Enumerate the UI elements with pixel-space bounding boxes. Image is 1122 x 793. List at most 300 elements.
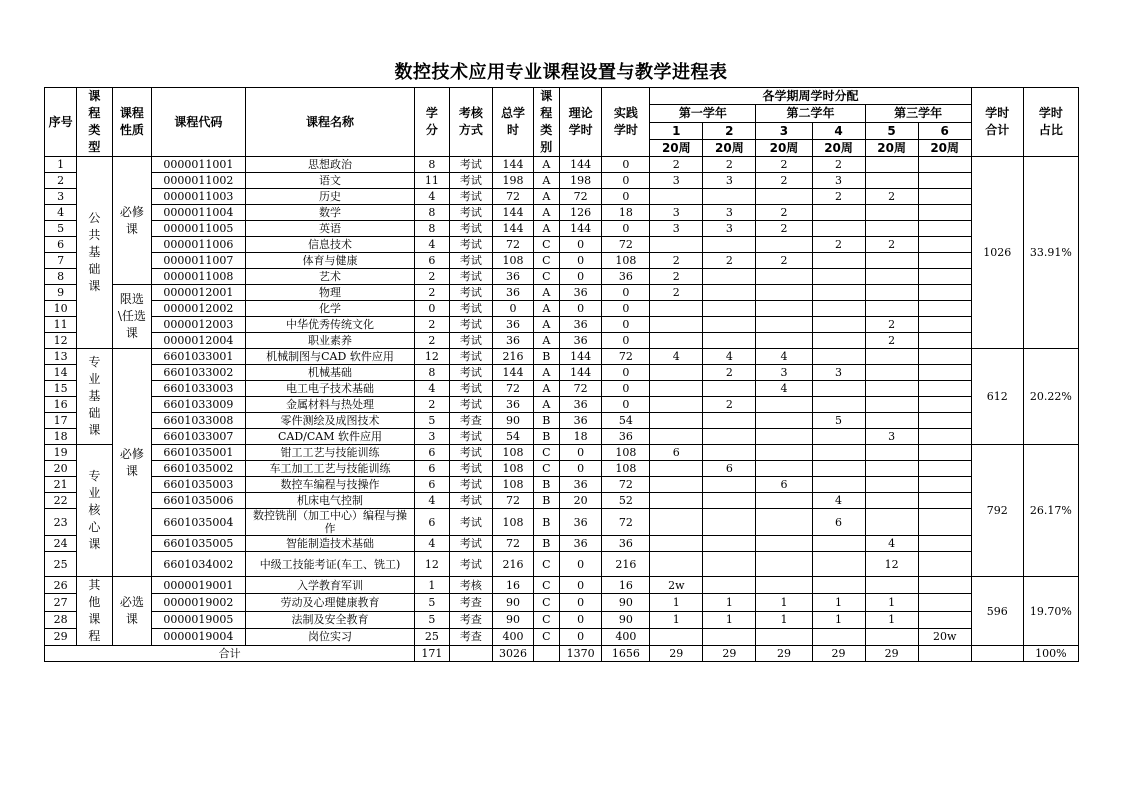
- exam-cell: 考试: [449, 301, 493, 317]
- semester-hours-cell: 4: [703, 349, 756, 365]
- practice-cell: 0: [602, 333, 650, 349]
- type-cell: A: [533, 221, 559, 237]
- total-hours-cell: 90: [493, 594, 534, 611]
- practice-cell: 0: [602, 365, 650, 381]
- theory-cell: 36: [559, 317, 602, 333]
- semester-hours-cell: [650, 189, 703, 205]
- semester-hours-cell: 2: [865, 189, 918, 205]
- practice-cell: 0: [602, 285, 650, 301]
- semester-hours-cell: [918, 611, 971, 628]
- semester-hours-cell: [918, 173, 971, 189]
- semester-hours-cell: [703, 628, 756, 645]
- semester-hours-cell: [812, 429, 865, 445]
- exam-cell: 考查: [449, 628, 493, 645]
- semester-hours-cell: [865, 269, 918, 285]
- semester-hours-cell: [756, 577, 812, 594]
- semester-hours-cell: [918, 269, 971, 285]
- semester-hours-cell: [865, 381, 918, 397]
- exam-cell: 考试: [449, 285, 493, 301]
- semester-hours-cell: [865, 221, 918, 237]
- semester-hours-cell: [918, 509, 971, 536]
- semester-hours-cell: [756, 333, 812, 349]
- theory-cell: 0: [559, 301, 602, 317]
- exam-cell: 考核: [449, 577, 493, 594]
- semester-hours-cell: [812, 577, 865, 594]
- semester-hours-cell: [918, 577, 971, 594]
- semester-hours-cell: 2: [650, 269, 703, 285]
- total-hours-cell: 36: [493, 397, 534, 413]
- name-cell: 物理: [245, 285, 415, 301]
- seq-cell: 24: [45, 536, 77, 552]
- semester-hours-cell: [865, 577, 918, 594]
- total-hours-cell: 36: [493, 333, 534, 349]
- credit-cell: 8: [415, 157, 449, 173]
- practice-cell: 72: [602, 349, 650, 365]
- type-cell: A: [533, 301, 559, 317]
- practice-cell: 72: [602, 237, 650, 253]
- exam-cell: 考查: [449, 413, 493, 429]
- type-cell: C: [533, 611, 559, 628]
- practice-cell: 0: [602, 157, 650, 173]
- theory-cell: 36: [559, 536, 602, 552]
- name-cell: 机械制图与CAD 软件应用: [245, 349, 415, 365]
- table-row: [45, 253, 1079, 269]
- semester-hours-cell: [918, 349, 971, 365]
- practice-cell: 0: [602, 173, 650, 189]
- type-cell: A: [533, 381, 559, 397]
- group-hours-sum: 792: [971, 445, 1023, 577]
- theory-cell: 20: [559, 493, 602, 509]
- name-cell: 车工加工工艺与技能训练: [245, 461, 415, 477]
- semester-hours-cell: [756, 628, 812, 645]
- semester-hours-cell: 2: [756, 157, 812, 173]
- totals-semester: 29: [812, 646, 865, 662]
- semester-hours-cell: 2: [650, 285, 703, 301]
- header-semester: 2: [703, 122, 756, 139]
- semester-hours-cell: [918, 461, 971, 477]
- theory-cell: 0: [559, 445, 602, 461]
- semester-hours-cell: [918, 301, 971, 317]
- page-title: 数控技术应用专业课程设置与教学进程表: [394, 62, 728, 83]
- semester-hours-cell: 3: [812, 173, 865, 189]
- name-cell: 体育与健康: [245, 253, 415, 269]
- semester-hours-cell: 2w: [650, 577, 703, 594]
- theory-cell: 0: [559, 461, 602, 477]
- name-cell: 劳动及心理健康教育: [245, 594, 415, 611]
- semester-hours-cell: 1: [756, 594, 812, 611]
- course-schedule-table: [44, 87, 1079, 662]
- table-row: [45, 205, 1079, 221]
- semester-hours-cell: [918, 317, 971, 333]
- semester-hours-cell: [865, 445, 918, 461]
- total-hours-cell: 144: [493, 205, 534, 221]
- table-row: [45, 445, 1079, 461]
- total-hours-cell: 36: [493, 317, 534, 333]
- exam-cell: 考试: [449, 349, 493, 365]
- seq-cell: 4: [45, 205, 77, 221]
- semester-hours-cell: 1: [812, 611, 865, 628]
- semester-hours-cell: [756, 552, 812, 577]
- theory-cell: 36: [559, 413, 602, 429]
- practice-cell: 0: [602, 189, 650, 205]
- code-cell: 0000011006: [152, 237, 246, 253]
- name-cell: 数学: [245, 205, 415, 221]
- semester-hours-cell: [812, 552, 865, 577]
- totals-semester: 29: [865, 646, 918, 662]
- semester-hours-cell: [865, 461, 918, 477]
- table-row: [45, 333, 1079, 349]
- name-cell: 数控车编程与技操作: [245, 477, 415, 493]
- table-row: [45, 552, 1079, 577]
- semester-hours-cell: [918, 285, 971, 301]
- type-cell: C: [533, 445, 559, 461]
- semester-hours-cell: 3: [650, 205, 703, 221]
- total-hours-cell: 144: [493, 221, 534, 237]
- semester-hours-cell: 20w: [918, 628, 971, 645]
- code-cell: 6601035002: [152, 461, 246, 477]
- semester-hours-cell: [650, 333, 703, 349]
- semester-hours-cell: [865, 397, 918, 413]
- code-cell: 6601034002: [152, 552, 246, 577]
- table-row: [45, 397, 1079, 413]
- seq-cell: 16: [45, 397, 77, 413]
- credit-cell: 4: [415, 493, 449, 509]
- semester-hours-cell: [812, 333, 865, 349]
- semester-hours-cell: [865, 349, 918, 365]
- header-distribution: 各学期周学时分配: [650, 88, 971, 105]
- seq-cell: 6: [45, 237, 77, 253]
- name-cell: 零件测绘及成图技术: [245, 413, 415, 429]
- theory-cell: 36: [559, 477, 602, 493]
- semester-hours-cell: [703, 285, 756, 301]
- header-weeks: 20周: [865, 139, 918, 156]
- type-cell: A: [533, 317, 559, 333]
- header-weeks: 20周: [703, 139, 756, 156]
- total-hours-cell: 198: [493, 173, 534, 189]
- name-cell: 职业素养: [245, 333, 415, 349]
- type-cell: A: [533, 365, 559, 381]
- type-cell: B: [533, 413, 559, 429]
- semester-hours-cell: 1: [650, 611, 703, 628]
- semester-hours-cell: [703, 477, 756, 493]
- semester-hours-cell: [812, 397, 865, 413]
- nature-cell: 必修课: [112, 157, 152, 285]
- seq-cell: 29: [45, 628, 77, 645]
- practice-cell: 36: [602, 429, 650, 445]
- semester-hours-cell: [812, 445, 865, 461]
- type-cell: B: [533, 536, 559, 552]
- credit-cell: 2: [415, 317, 449, 333]
- semester-hours-cell: [812, 317, 865, 333]
- credit-cell: 8: [415, 221, 449, 237]
- semester-hours-cell: [703, 269, 756, 285]
- semester-hours-cell: [918, 413, 971, 429]
- credit-cell: 5: [415, 611, 449, 628]
- credit-cell: 2: [415, 333, 449, 349]
- credit-cell: 1: [415, 577, 449, 594]
- practice-cell: 0: [602, 397, 650, 413]
- semester-hours-cell: [756, 301, 812, 317]
- semester-hours-cell: [918, 397, 971, 413]
- semester-hours-cell: [918, 253, 971, 269]
- semester-hours-cell: 6: [812, 509, 865, 536]
- seq-cell: 2: [45, 173, 77, 189]
- header-semester: 4: [812, 122, 865, 139]
- semester-hours-cell: [703, 509, 756, 536]
- semester-hours-cell: [918, 445, 971, 461]
- semester-hours-cell: 2: [865, 237, 918, 253]
- practice-cell: 54: [602, 413, 650, 429]
- practice-cell: 108: [602, 445, 650, 461]
- total-hours-cell: 216: [493, 349, 534, 365]
- semester-hours-cell: 2: [756, 205, 812, 221]
- code-cell: 0000019005: [152, 611, 246, 628]
- semester-hours-cell: [865, 365, 918, 381]
- table-row: [45, 577, 1079, 594]
- semester-hours-cell: [812, 269, 865, 285]
- semester-hours-cell: 3: [703, 173, 756, 189]
- table-row: [45, 189, 1079, 205]
- type-cell: A: [533, 333, 559, 349]
- name-cell: 机械基础: [245, 365, 415, 381]
- totals-semester: 29: [703, 646, 756, 662]
- totals-semester: [918, 646, 971, 662]
- total-hours-cell: 36: [493, 285, 534, 301]
- credit-cell: 4: [415, 536, 449, 552]
- code-cell: 0000011001: [152, 157, 246, 173]
- theory-cell: 144: [559, 365, 602, 381]
- semester-hours-cell: 12: [865, 552, 918, 577]
- code-cell: 0000019004: [152, 628, 246, 645]
- code-cell: 0000011004: [152, 205, 246, 221]
- semester-hours-cell: [865, 493, 918, 509]
- header-total-hours: 总学时: [493, 88, 534, 157]
- semester-hours-cell: [756, 317, 812, 333]
- semester-hours-cell: 2: [703, 157, 756, 173]
- semester-hours-cell: 4: [756, 349, 812, 365]
- exam-cell: 考试: [449, 237, 493, 253]
- seq-cell: 12: [45, 333, 77, 349]
- semester-hours-cell: [650, 237, 703, 253]
- semester-hours-cell: 4: [650, 349, 703, 365]
- exam-cell: 考试: [449, 477, 493, 493]
- table-row: [45, 317, 1079, 333]
- practice-cell: 108: [602, 253, 650, 269]
- semester-hours-cell: [650, 628, 703, 645]
- nature-cell: 必修课: [112, 349, 152, 577]
- name-cell: 电工电子技术基础: [245, 381, 415, 397]
- totals-semester: 29: [756, 646, 812, 662]
- credit-cell: 5: [415, 594, 449, 611]
- type-cell: C: [533, 628, 559, 645]
- table-row: [45, 611, 1079, 628]
- code-cell: 6601033008: [152, 413, 246, 429]
- seq-cell: 5: [45, 221, 77, 237]
- exam-cell: 考试: [449, 445, 493, 461]
- total-hours-cell: 108: [493, 445, 534, 461]
- semester-hours-cell: [650, 381, 703, 397]
- semester-hours-cell: [650, 429, 703, 445]
- header-name: 课程名称: [245, 88, 415, 157]
- type-cell: C: [533, 253, 559, 269]
- semester-hours-cell: 5: [812, 413, 865, 429]
- seq-cell: 1: [45, 157, 77, 173]
- group-hours-sum: 1026: [971, 157, 1023, 349]
- exam-cell: 考试: [449, 333, 493, 349]
- theory-cell: 0: [559, 628, 602, 645]
- semester-hours-cell: 2: [812, 237, 865, 253]
- credit-cell: 6: [415, 477, 449, 493]
- seq-cell: 11: [45, 317, 77, 333]
- totals-ratio: 100%: [1023, 646, 1078, 662]
- exam-cell: 考试: [449, 253, 493, 269]
- semester-hours-cell: [650, 397, 703, 413]
- semester-hours-cell: [756, 536, 812, 552]
- practice-cell: 36: [602, 269, 650, 285]
- exam-cell: 考试: [449, 365, 493, 381]
- code-cell: 0000011008: [152, 269, 246, 285]
- theory-cell: 198: [559, 173, 602, 189]
- semester-hours-cell: [812, 301, 865, 317]
- total-hours-cell: 216: [493, 552, 534, 577]
- semester-hours-cell: [918, 365, 971, 381]
- credit-cell: 4: [415, 237, 449, 253]
- semester-hours-cell: [918, 429, 971, 445]
- semester-hours-cell: [918, 237, 971, 253]
- credit-cell: 8: [415, 365, 449, 381]
- seq-cell: 21: [45, 477, 77, 493]
- name-cell: 法制及安全教育: [245, 611, 415, 628]
- total-hours-cell: 108: [493, 461, 534, 477]
- semester-hours-cell: 2: [812, 157, 865, 173]
- credit-cell: 5: [415, 413, 449, 429]
- semester-hours-cell: [918, 594, 971, 611]
- type-cell: A: [533, 157, 559, 173]
- semester-hours-cell: [703, 552, 756, 577]
- code-cell: 6601035006: [152, 493, 246, 509]
- seq-cell: 27: [45, 594, 77, 611]
- seq-cell: 13: [45, 349, 77, 365]
- name-cell: 数控铣削（加工中心）编程与操作: [245, 509, 415, 536]
- exam-cell: 考试: [449, 509, 493, 536]
- credit-cell: 12: [415, 349, 449, 365]
- exam-cell: 考查: [449, 594, 493, 611]
- semester-hours-cell: [865, 205, 918, 221]
- semester-hours-cell: [865, 173, 918, 189]
- theory-cell: 36: [559, 397, 602, 413]
- header-semester: 5: [865, 122, 918, 139]
- semester-hours-cell: [756, 285, 812, 301]
- seq-cell: 14: [45, 365, 77, 381]
- type-cell: A: [533, 173, 559, 189]
- total-hours-cell: 108: [493, 509, 534, 536]
- name-cell: 智能制造技术基础: [245, 536, 415, 552]
- code-cell: 0000011005: [152, 221, 246, 237]
- semester-hours-cell: [703, 429, 756, 445]
- table-row: [45, 365, 1079, 381]
- semester-hours-cell: 3: [865, 429, 918, 445]
- totals-empty: [533, 646, 559, 662]
- totals-empty: [971, 646, 1023, 662]
- semester-hours-cell: 2: [650, 253, 703, 269]
- semester-hours-cell: [756, 429, 812, 445]
- theory-cell: 144: [559, 349, 602, 365]
- practice-cell: 0: [602, 317, 650, 333]
- exam-cell: 考试: [449, 157, 493, 173]
- semester-hours-cell: [918, 536, 971, 552]
- semester-hours-cell: [918, 552, 971, 577]
- semester-hours-cell: [703, 301, 756, 317]
- exam-cell: 考试: [449, 221, 493, 237]
- semester-hours-cell: [703, 237, 756, 253]
- semester-hours-cell: [812, 536, 865, 552]
- semester-hours-cell: [703, 493, 756, 509]
- table-row: [45, 381, 1079, 397]
- semester-hours-cell: [650, 509, 703, 536]
- theory-cell: 0: [559, 269, 602, 285]
- header-weeks: 20周: [812, 139, 865, 156]
- table-row: [45, 349, 1079, 365]
- table-row: [45, 477, 1079, 493]
- category-cell: 其他课程: [77, 577, 112, 646]
- semester-hours-cell: [703, 381, 756, 397]
- credit-cell: 25: [415, 628, 449, 645]
- semester-hours-cell: [865, 509, 918, 536]
- theory-cell: 72: [559, 381, 602, 397]
- table-row: [45, 429, 1079, 445]
- semester-hours-cell: 4: [812, 493, 865, 509]
- code-cell: 6601035003: [152, 477, 246, 493]
- code-cell: 0000011003: [152, 189, 246, 205]
- name-cell: 机床电气控制: [245, 493, 415, 509]
- semester-hours-cell: 2: [650, 157, 703, 173]
- nature-cell: 必选课: [112, 577, 152, 646]
- total-hours-cell: 72: [493, 536, 534, 552]
- category-cell: 专业核心课: [77, 445, 112, 577]
- semester-hours-cell: 2: [756, 173, 812, 189]
- name-cell: 语文: [245, 173, 415, 189]
- code-cell: 6601033009: [152, 397, 246, 413]
- semester-hours-cell: 2: [756, 221, 812, 237]
- semester-hours-cell: 1: [756, 611, 812, 628]
- semester-hours-cell: 2: [865, 317, 918, 333]
- credit-cell: 12: [415, 552, 449, 577]
- seq-cell: 10: [45, 301, 77, 317]
- credit-cell: 4: [415, 189, 449, 205]
- exam-cell: 考试: [449, 173, 493, 189]
- semester-hours-cell: 3: [650, 221, 703, 237]
- semester-hours-cell: [756, 413, 812, 429]
- type-cell: C: [533, 577, 559, 594]
- semester-hours-cell: 1: [650, 594, 703, 611]
- semester-hours-cell: [650, 536, 703, 552]
- semester-hours-cell: 2: [865, 333, 918, 349]
- credit-cell: 0: [415, 301, 449, 317]
- type-cell: B: [533, 509, 559, 536]
- semester-hours-cell: [756, 397, 812, 413]
- code-cell: 6601033007: [152, 429, 246, 445]
- table-row: [45, 269, 1079, 285]
- semester-hours-cell: [756, 493, 812, 509]
- header-semester: 6: [918, 122, 971, 139]
- credit-cell: 3: [415, 429, 449, 445]
- total-hours-cell: 108: [493, 253, 534, 269]
- seq-cell: 17: [45, 413, 77, 429]
- semester-hours-cell: [865, 477, 918, 493]
- theory-cell: 36: [559, 509, 602, 536]
- seq-cell: 8: [45, 269, 77, 285]
- header-weeks: 20周: [650, 139, 703, 156]
